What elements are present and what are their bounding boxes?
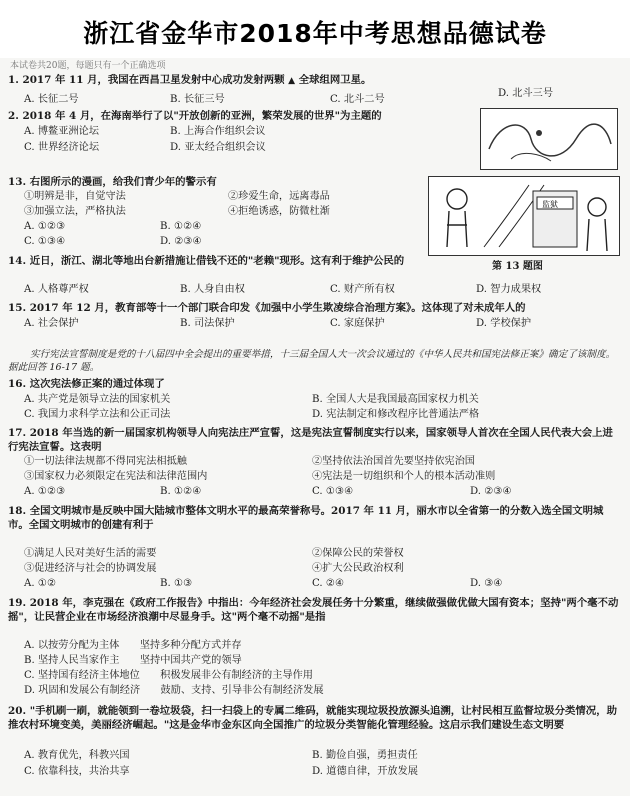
question-17-stem: 17. 2018 年当选的新一届国家机构领导人向宪法庄严宣誓，这是宪法宣誓制度实行以来，国家领导人首次在全国人民代表大会上进行宪法宣誓。这表明 bbox=[8, 427, 613, 453]
question-20-option-a: A. 教育优先，科教兴国 bbox=[24, 750, 130, 761]
question-15-option-c: C. 家庭保护 bbox=[330, 318, 385, 329]
question-13-option-b: B. ①②④ bbox=[160, 221, 202, 232]
question-19-option-b: B. 坚持人民当家作主 坚持中国共产党的领导 bbox=[24, 655, 242, 666]
question-16-option-c: C. 我国力求科学立法和公正司法 bbox=[24, 409, 171, 420]
question-17-option-a: A. ①②③ bbox=[24, 486, 66, 497]
prison-sign-text: 监狱 bbox=[542, 200, 558, 209]
question-18-option-a: A. ①② bbox=[24, 578, 57, 589]
question-2-option-c: C. 世界经济论坛 bbox=[24, 142, 100, 153]
question-2-option-a: A. 博鳌亚洲论坛 bbox=[24, 126, 99, 137]
question-1-option-b: B. 长征三号 bbox=[170, 94, 225, 105]
question-14-option-a: A. 人格尊严权 bbox=[24, 284, 89, 295]
question-1-stem bbox=[8, 74, 371, 87]
question-1-option-a: A. 长征二号 bbox=[24, 94, 79, 105]
question-20-option-d: D. 道德自律，开放发展 bbox=[312, 766, 418, 777]
question-17-option-b: B. ①②④ bbox=[160, 486, 202, 497]
question-15-stem: 15. 2017 年 12 月，教育部等十一个部门联合印发《加强中小学生欺凌综合治理方案》。这体现了对未成年人的 bbox=[8, 302, 526, 314]
question-17-item-1: ①一切法律法规都不得同宪法相抵触 bbox=[24, 456, 187, 467]
question-14-option-c: C. 财产所有权 bbox=[330, 284, 395, 295]
question-14-stem: 14. 近日，浙江、湖北等地出台新措施让借钱不还的"老赖"现形。这有利于维护公民的 bbox=[8, 255, 405, 267]
question-19-option-d: D. 巩固和发展公有制经济 鼓励、支持、引导非公有制经济发展 bbox=[24, 685, 324, 696]
question-19-option-a: A. 以按劳分配为主体 坚持多种分配方式并存 bbox=[24, 640, 242, 651]
map-sketch-icon bbox=[481, 109, 617, 169]
scanned-exam-page bbox=[0, 58, 630, 796]
question-15-option-a: A. 社会保护 bbox=[24, 318, 79, 329]
cartoon-figure bbox=[428, 176, 620, 256]
question-1-option-c: C. 北斗二号 bbox=[330, 94, 385, 105]
question-18-item-2: ②保障公民的荣誉权 bbox=[312, 548, 404, 559]
question-13-item-1: ①明辨是非，自觉守法 bbox=[24, 191, 126, 202]
question-18-item-4: ④扩大公民政治权利 bbox=[312, 563, 404, 574]
question-15-option-d: D. 学校保护 bbox=[476, 318, 532, 329]
question-20-option-c: C. 依靠科技，共治共享 bbox=[24, 766, 130, 777]
figure-13-caption: 第 13 题图 bbox=[492, 261, 543, 272]
question-16-option-d: D. 宪法制定和修改程序比普通法严格 bbox=[312, 409, 480, 420]
question-20-stem: 20. "手机刷一刷，就能领到一卷垃圾袋，扫一扫袋上的专属二维码，就能实现垃圾投放源头追溯，让村民相互监督垃圾分类情况，助推农村环境变美，美丽经济崛起。"这是金华市金东区向全国推广的垃圾分类智能化管理经验。这启示我们建设生态文明要 bbox=[8, 705, 617, 731]
question-17-item-2: ②坚持依法治国首先要坚持依宪治国 bbox=[312, 456, 475, 467]
question-20-option-b: B. 勤俭自强，勇担责任 bbox=[312, 750, 418, 761]
answer-blank-triangle: ▲ bbox=[288, 76, 296, 86]
question-18-item-3: ③促进经济与社会的协调发展 bbox=[24, 563, 157, 574]
question-16-stem: 16. 这次宪法修正案的通过体现了 bbox=[8, 378, 165, 390]
header-partial-text: 本试卷共20题，每题只有一个正确选项 bbox=[10, 61, 166, 71]
question-13-stem: 13. 右图所示的漫画，给我们青少年的警示有 bbox=[8, 176, 217, 188]
question-2-option-d: D. 亚太经合组织会议 bbox=[170, 142, 266, 153]
question-14-option-d: D. 智力成果权 bbox=[476, 284, 542, 295]
question-14-option-b: B. 人身自由权 bbox=[180, 284, 245, 295]
question-17-option-c: C. ①③④ bbox=[312, 486, 354, 497]
question-13-option-c: C. ①③④ bbox=[24, 236, 66, 247]
page-title: 浙江省金华市2018年中考思想品德试卷 bbox=[83, 19, 547, 48]
question-13-item-2: ②珍爱生命，远离毒品 bbox=[228, 191, 330, 202]
map-figure bbox=[480, 108, 618, 170]
question-17-item-3: ③国家权力必须限定在宪法和法律范围内 bbox=[24, 471, 208, 482]
question-1-option-d: D. 北斗三号 bbox=[498, 88, 554, 99]
question-18-option-d: D. ③④ bbox=[470, 578, 503, 589]
question-2-stem: 2. 2018 年 4 月，在海南举行了以"开放创新的亚洲，繁荣发展的世界"为主题的 bbox=[8, 110, 382, 122]
question-17-option-d: D. ②③④ bbox=[470, 486, 512, 497]
cartoon-illustration-icon bbox=[429, 177, 619, 255]
question-1-text-end: 全球组网卫星。 bbox=[298, 74, 372, 86]
question-18-option-b: B. ①③ bbox=[160, 578, 193, 589]
question-13-option-a: A. ①②③ bbox=[24, 221, 66, 232]
question-16-option-a: A. 共产党是领导立法的国家机关 bbox=[24, 394, 171, 405]
question-19-option-c: C. 坚持国有经济主体地位 积极发展非公有制经济的主导作用 bbox=[24, 670, 313, 681]
question-13-item-4: ④拒绝诱惑，防微杜渐 bbox=[228, 206, 330, 217]
question-1-text: 1. 2017 年 11 月，我国在西昌卫星发射中心成功发射两颗 bbox=[8, 74, 285, 86]
question-17-item-4: ④宪法是一切组织和个人的根本活动准则 bbox=[312, 471, 496, 482]
passage-16-17: 实行宪法宣誓制度是党的十八届四中全会提出的重要举措，十三届全国人大一次会议通过的《中华人民共和国宪法修正案》确定了该制度。据此回答 16-17 题。 bbox=[8, 349, 616, 373]
question-18-option-c: C. ②④ bbox=[312, 578, 345, 589]
question-18-stem: 18. 全国文明城市是反映中国大陆城市整体文明水平的最高荣誉称号。2017 年 11 月，丽水市以全省第一的分数入选全国文明城市。全国文明城市的创建有利于 bbox=[8, 505, 604, 531]
question-13-option-d: D. ②③④ bbox=[160, 236, 202, 247]
question-2-option-b: B. 上海合作组织会议 bbox=[170, 126, 266, 137]
question-15-option-b: B. 司法保护 bbox=[180, 318, 235, 329]
question-13-item-3: ③加强立法，严格执法 bbox=[24, 206, 126, 217]
question-18-item-1: ①满足人民对美好生活的需要 bbox=[24, 548, 157, 559]
question-19-stem: 19. 2018 年，李克强在《政府工作报告》中指出：今年经济社会发展任务十分繁重，继续做强做优做大国有资本；坚持"两个毫不动摇"，让民营企业在市场经济浪潮中尽显身手。这"两个毫不动摇"是指 bbox=[8, 597, 619, 623]
question-16-option-b: B. 全国人大是我国最高国家权力机关 bbox=[312, 394, 479, 405]
